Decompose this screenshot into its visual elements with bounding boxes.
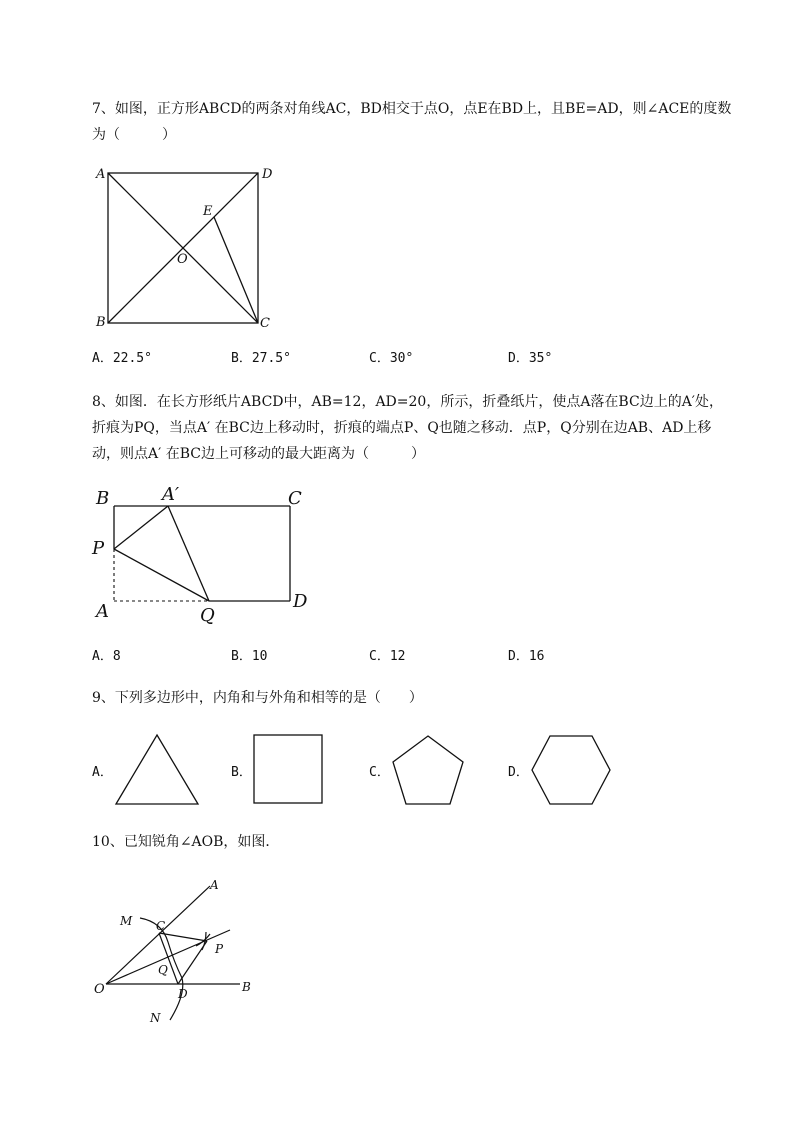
q8-label-p: P — [92, 538, 105, 559]
q7-text-line2: 为（ ） — [92, 127, 176, 143]
q10-figure-angle — [90, 870, 270, 1030]
q7-label-d: D — [262, 167, 273, 182]
q8-label-a-prime: A′ — [162, 484, 180, 505]
q10-label-c: C — [156, 919, 166, 933]
q8-text-line2: 折痕为PQ，当点A′ 在BC边上移动时，折痕的端点P、Q也随之移动．点P，Q分别在边AB、AD上移 — [92, 420, 712, 436]
q7-figure-square — [90, 160, 290, 340]
q10-label-a: A — [210, 878, 219, 892]
q7-options — [92, 349, 652, 369]
triangle-icon[interactable] — [113, 733, 201, 807]
q10-text-line1: 10、已知锐角∠AOB，如图． — [92, 834, 280, 850]
q9-option-a-label[interactable]: A． — [92, 765, 113, 780]
q8-text-line3: 动，则点A′ 在BC边上可移动的最大距离为（ ） — [92, 446, 425, 462]
square-icon[interactable] — [252, 733, 326, 807]
q9-option-d-label[interactable]: D． — [508, 765, 529, 780]
q8-label-b: B — [96, 488, 110, 509]
q9-option-b-label[interactable]: B． — [231, 765, 252, 780]
q7-label-c: C — [260, 316, 270, 331]
q10-label-p: P — [215, 942, 224, 956]
q8-figure-rectangle — [88, 480, 328, 630]
q8-label-c: C — [288, 488, 302, 509]
q8-segment-pa-prime — [114, 506, 168, 549]
q10-label-m: M — [120, 914, 133, 928]
q8-label-a: A — [96, 601, 109, 622]
q10-label-q: Q — [158, 963, 168, 977]
q8-label-d: D — [293, 591, 308, 612]
q8-option-b[interactable]: B．10 — [231, 649, 268, 664]
q7-label-a: A — [96, 167, 106, 182]
q8-label-q: Q — [200, 605, 215, 626]
q7-option-c[interactable]: C．30° — [369, 351, 414, 366]
q10-label-n: N — [150, 1011, 161, 1025]
q7-option-a[interactable]: A．22.5° — [92, 351, 152, 366]
q7-option-b[interactable]: B．27.5° — [231, 351, 291, 366]
pentagon-icon[interactable] — [390, 734, 466, 808]
q7-label-b: B — [96, 315, 106, 330]
q10-label-b: B — [242, 980, 251, 994]
q8-segment-a-prime-q — [168, 506, 209, 601]
q8-text-line1: 8、如图．在长方形纸片ABCD中，AB=12，AD=20，所示，折叠纸片，使点A落在BC边上的A′处， — [92, 394, 723, 410]
q10-label-d: D — [178, 987, 188, 1001]
q7-segment-ec — [214, 217, 258, 323]
q7-text-line1: 7、如图，正方形ABCD的两条对角线AC，BD相交于点O，点E在BD上，且BE=AD，则∠ACE的度数 — [92, 101, 732, 117]
hexagon-icon[interactable] — [529, 734, 613, 808]
q8-option-a[interactable]: A．8 — [92, 649, 121, 664]
q8-option-c[interactable]: C．12 — [369, 649, 406, 664]
q9-text-line1: 9、下列多边形中，内角和与外角和相等的是（ ） — [92, 690, 423, 706]
q8-options — [92, 647, 652, 667]
q7-label-e: E — [203, 204, 213, 219]
q10-label-o: O — [94, 982, 105, 997]
q7-label-o: O — [177, 252, 188, 267]
q8-crease-pq — [114, 549, 209, 601]
q7-option-d[interactable]: D．35° — [508, 351, 553, 366]
q8-option-d[interactable]: D．16 — [508, 649, 545, 664]
q9-option-c-label[interactable]: C． — [369, 765, 390, 780]
